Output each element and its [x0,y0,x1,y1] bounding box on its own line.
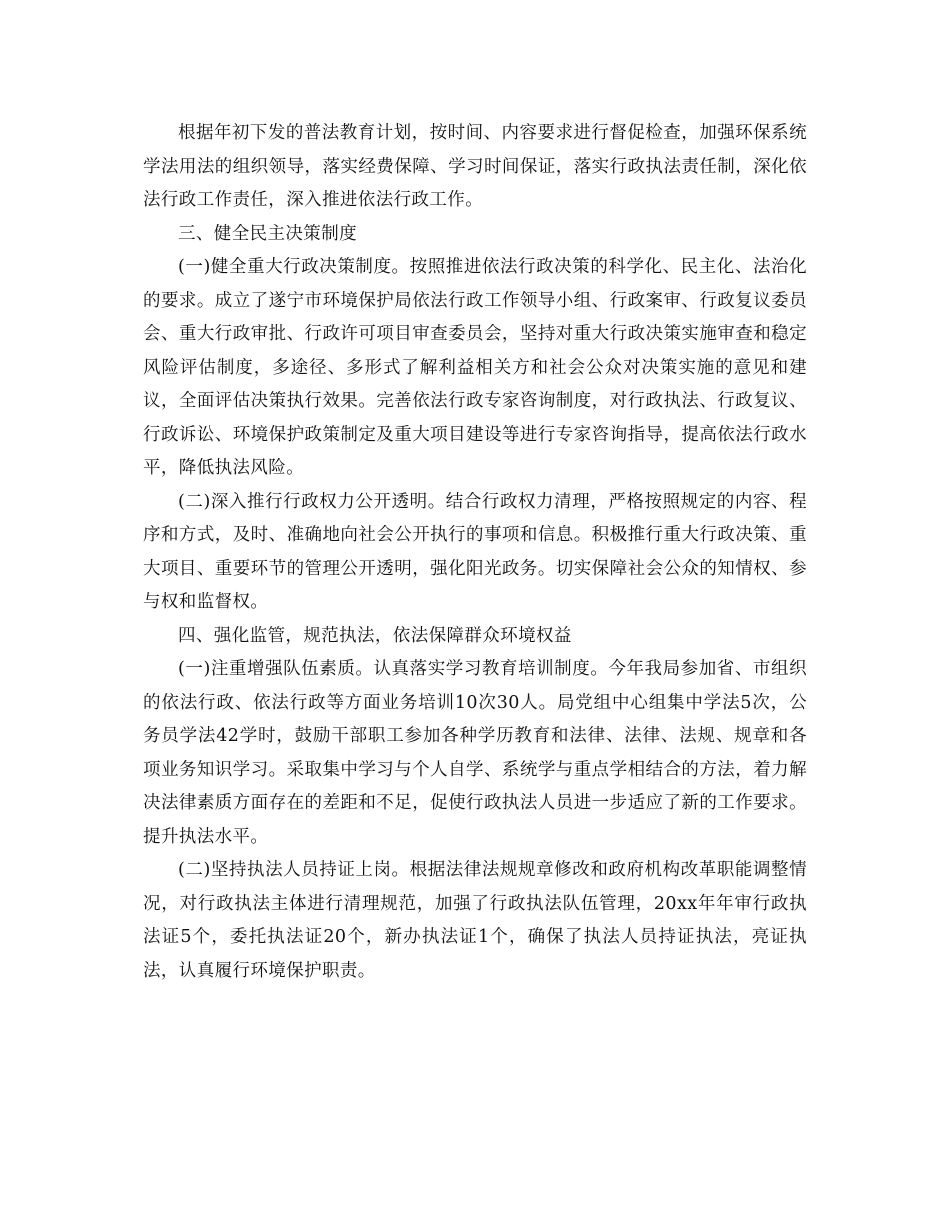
section-heading-4: 四、强化监管，规范执法，依法保障群众环境权益 [178,625,572,646]
section-heading-3: 三、健全民主决策制度 [178,223,357,244]
paragraph-certified-staff: (二)坚持执法人员持证上岗。根据法律法规规章修改和政府机构改革职能调整情况，对行政执法主体进行清理规范，加强了行政执法队伍管理，20xx年年审行政执法证5个，委托执法证20个，新办执法证1个，确保了执法人员持证执法，亮证执法，认真履行环境保护职责。 [143,860,807,981]
paragraph-power-transparency: (二)深入推行行政权力公开透明。结合行政权力清理，严格按照规定的内容、程序和方式，及时、准确地向社会公开执行的事项和信息。积极推行重大行政决策、重大项目、重要环节的管理公开透明，强化阳光政务。切实保障社会公众的知情权、参与权和监督权。 [143,491,807,612]
paragraph-team-quality: (一)注重增强队伍素质。认真落实学习教育培训制度。今年我局参加省、市组织的依法行政、依法行政等方面业务培训10次30人。局党组中心组集中学法5次，公务员学法42学时，鼓励干部职工参加各种学历教育和法律、法律、法规、规章和各项业务知识学习。采取集中学习与个人自学、系统学与重点学相结合的方法，着力解决法律素质方面存在的差距和不足，促使行政执法人员进一步适应了新的工作要求。提升执法水平。 [143,659,807,847]
document-body [143,117,807,988]
paragraph-intro: 根据年初下发的普法教育计划，按时间、内容要求进行督促检查，加强环保系统学法用法的组织领导，落实经费保障、学习时间保证，落实行政执法责任制，深化依法行政工作责任，深入推进依法行政工作。 [143,123,807,210]
paragraph-decision-system: (一)健全重大行政决策制度。按照推进依法行政决策的科学化、民主化、法治化的要求。成立了遂宁市环境保护局依法行政工作领导小组、行政案审、行政复议委员会、重大行政审批、行政许可项目审查委员会，坚持对重大行政决策实施审查和稳定风险评估制度，多途径、多形式了解利益相关方和社会公众对决策实施的意见和建议，全面评估决策执行效果。完善依法行政专家咨询制度，对行政执法、行政复议、行政诉讼、环境保护政策制定及重大项目建设等进行专家咨询指导，提高依法行政水平，降低执法风险。 [143,257,807,478]
